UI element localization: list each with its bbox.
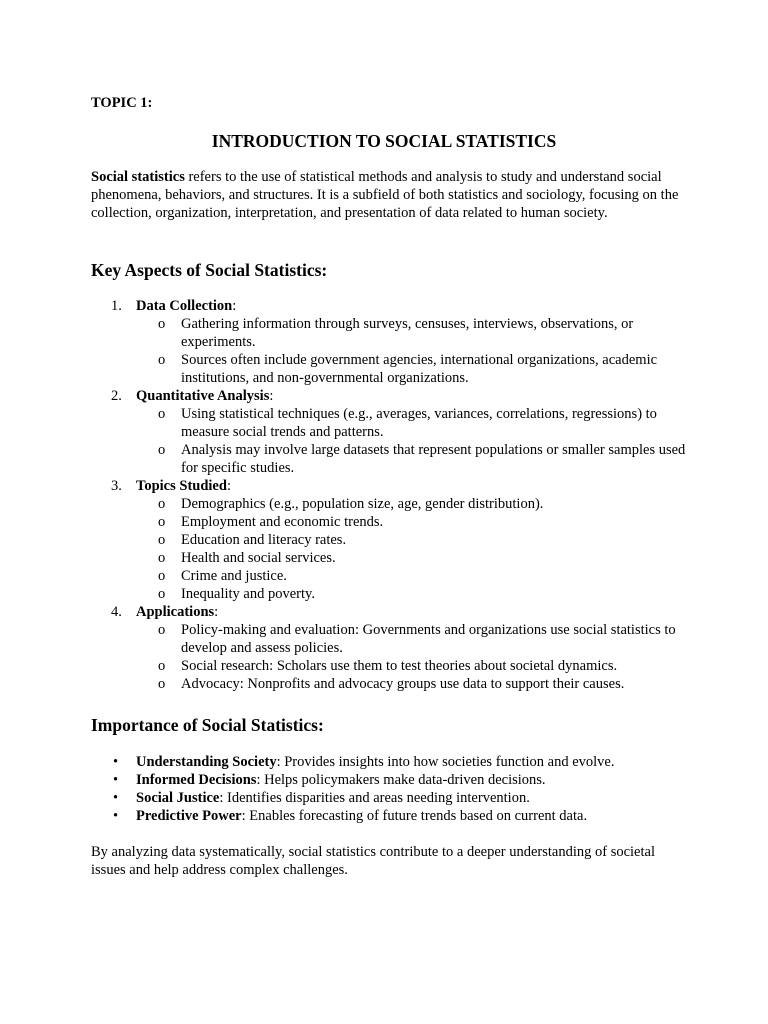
aspect-item (91, 603, 691, 621)
circle-bullet-icon: o (158, 352, 166, 368)
importance-heading: Importance of Social Statistics: (91, 715, 324, 735)
bullet-icon: • (113, 754, 119, 770)
aspect-number: 2. (111, 388, 122, 404)
key-aspects-list (91, 297, 691, 693)
circle-bullet-icon: o (158, 550, 166, 566)
circle-bullet-icon: o (158, 316, 166, 332)
intro-paragraph (91, 168, 691, 222)
aspect-subitem (91, 549, 691, 567)
aspect-label: Data Collection (136, 298, 233, 314)
circle-bullet-icon: o (158, 568, 166, 584)
aspect-subitem-text: Employment and economic trends. (181, 514, 384, 530)
aspect-number: 1. (111, 298, 122, 314)
aspect-subitem (91, 621, 691, 657)
aspect-subitem (91, 531, 691, 549)
importance-label: Understanding Society (136, 754, 277, 770)
topic-label: TOPIC 1: (91, 95, 153, 111)
aspect-item (91, 477, 691, 495)
aspect-label: Applications (136, 604, 215, 620)
importance-item (91, 771, 691, 789)
aspect-label-suffix: : (226, 478, 231, 494)
circle-bullet-icon: o (158, 532, 166, 548)
aspect-subitem-text: Sources often include government agencies, international organizations, academic institutions, and non-governmental organizations. (181, 352, 658, 386)
intro-term: Social statistics (91, 169, 185, 185)
aspect-subitem-text: Policy-making and evaluation: Governments and organizations use social statistics to develop and assess policies. (181, 622, 676, 656)
aspect-item (91, 297, 691, 315)
aspect-subitem (91, 495, 691, 513)
importance-label: Social Justice (136, 790, 220, 806)
aspect-subitem (91, 657, 691, 675)
aspect-subitem (91, 567, 691, 585)
aspect-subitem-text: Demographics (e.g., population size, age, gender distribution). (181, 496, 544, 512)
bullet-icon: • (113, 808, 119, 824)
aspect-subitem (91, 405, 691, 441)
aspect-subitem (91, 351, 691, 387)
bullet-icon: • (113, 772, 119, 788)
circle-bullet-icon: o (158, 586, 166, 602)
aspect-subitem (91, 513, 691, 531)
importance-text: : Identifies disparities and areas needing intervention. (219, 790, 530, 806)
aspect-subitem-text: Inequality and poverty. (181, 586, 315, 602)
aspect-label: Quantitative Analysis (136, 388, 270, 404)
circle-bullet-icon: o (158, 622, 166, 638)
aspect-subitem-text: Gathering information through surveys, censuses, interviews, observations, or experiments. (181, 316, 634, 350)
intro-text: refers to the use of statistical methods and analysis to study and understand social phenomena, behaviors, and structures. It is a subfield of both statistics and sociology, focusing on the collection, organization, interpretation, and presentation of data related to human society. (91, 169, 679, 221)
importance-text: : Enables forecasting of future trends based on current data. (241, 808, 588, 824)
circle-bullet-icon: o (158, 496, 166, 512)
importance-label: Predictive Power (136, 808, 242, 824)
importance-item (91, 789, 691, 807)
circle-bullet-icon: o (158, 406, 166, 422)
aspect-subitem-text: Social research: Scholars use them to test theories about societal dynamics. (181, 658, 618, 674)
importance-item (91, 753, 691, 771)
importance-text: : Helps policymakers make data-driven decisions. (256, 772, 546, 788)
aspect-label-suffix: : (232, 298, 237, 314)
importance-item (91, 807, 691, 825)
aspect-subitem-text: Health and social services. (181, 550, 336, 566)
aspect-subitem-text: Education and literacy rates. (181, 532, 347, 548)
aspect-subitem-text: Analysis may involve large datasets that represent populations or smaller samples used for specific studies. (181, 442, 686, 476)
aspect-number: 4. (111, 604, 122, 620)
aspect-subitem-text: Advocacy: Nonprofits and advocacy groups use data to support their causes. (181, 676, 625, 692)
aspect-subitem (91, 441, 691, 477)
importance-text: : Provides insights into how societies function and evolve. (276, 754, 615, 770)
aspect-subitem (91, 315, 691, 351)
importance-label: Informed Decisions (136, 772, 257, 788)
aspect-subitem (91, 675, 691, 693)
aspect-subitem (91, 585, 691, 603)
aspect-number: 3. (111, 478, 122, 494)
aspect-subitem-text: Crime and justice. (181, 568, 287, 584)
circle-bullet-icon: o (158, 442, 166, 458)
circle-bullet-icon: o (158, 658, 166, 674)
aspect-label: Topics Studied (136, 478, 227, 494)
key-aspects-heading: Key Aspects of Social Statistics: (91, 260, 328, 280)
aspect-label-suffix: : (214, 604, 219, 620)
circle-bullet-icon: o (158, 514, 166, 530)
aspect-subitem-text: Using statistical techniques (e.g., averages, variances, correlations, regressions) to measure social trends and patterns. (181, 406, 657, 440)
bullet-icon: • (113, 790, 119, 806)
conclusion-paragraph: By analyzing data systematically, social statistics contribute to a deeper understanding of societal issues and help address complex challenges. (91, 844, 655, 878)
circle-bullet-icon: o (158, 676, 166, 692)
aspect-label-suffix: : (269, 388, 274, 404)
page-title: INTRODUCTION TO SOCIAL STATISTICS (211, 131, 557, 151)
aspect-item (91, 387, 691, 405)
importance-list (91, 753, 691, 825)
